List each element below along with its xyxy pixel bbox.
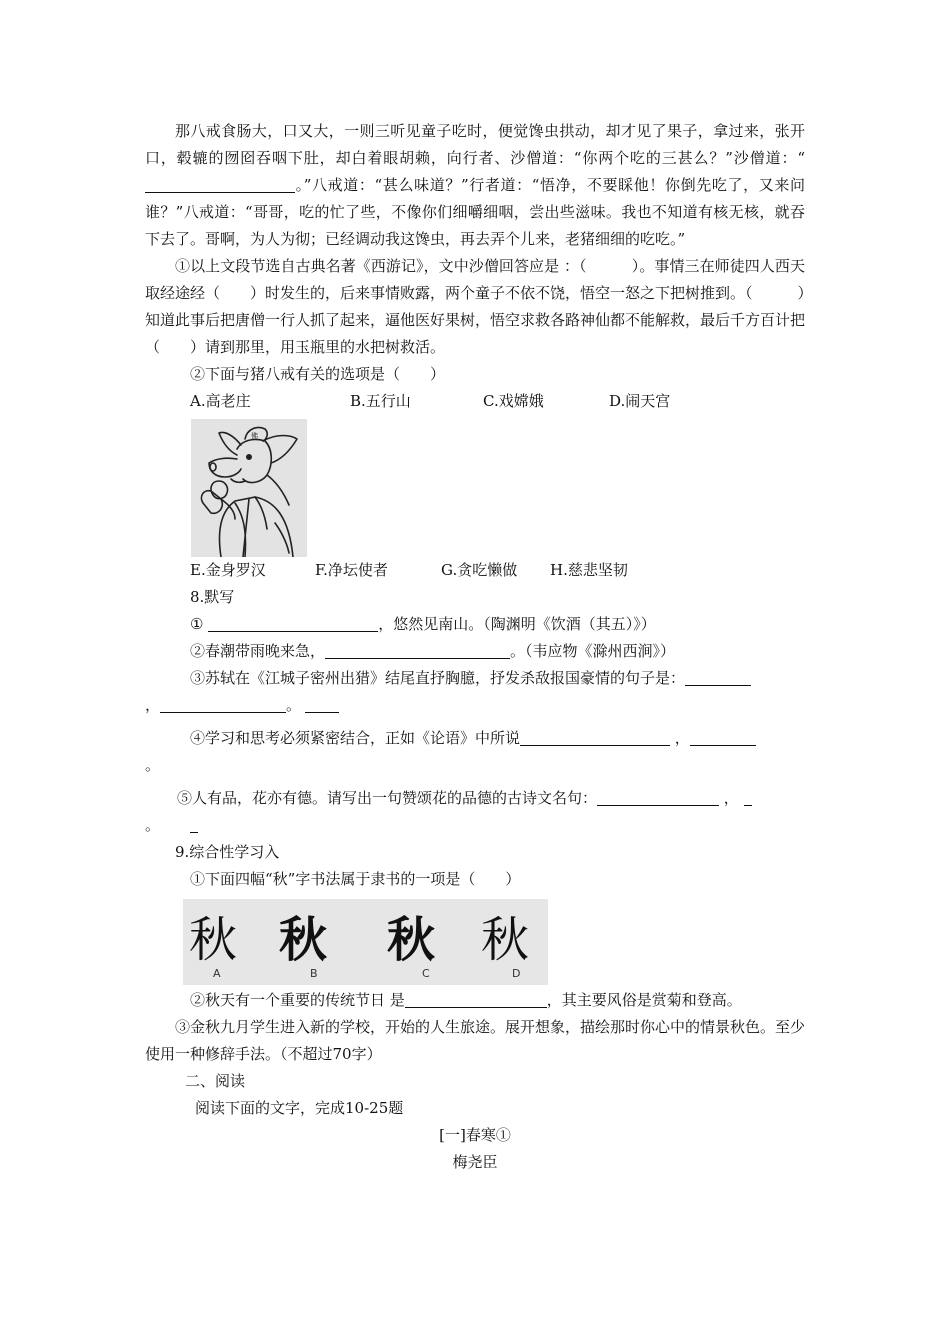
answer-blank [145, 176, 295, 193]
dictation-2-text: ②春潮带雨晚来急， [190, 642, 326, 660]
dictation-3-blank-1 [685, 669, 751, 686]
label-d: D [512, 967, 521, 980]
dictation-3-comma: ， [145, 696, 161, 714]
section-9-q1: ①下面四幅“秋”字书法属于隶书的一项是（ ） [190, 870, 521, 888]
festival-blank [405, 991, 547, 1008]
section-9-q3: ③金秋九月学生进入新的学校，开始的人生旅途。展开想象，描绘那时你心中的情景秋色。至少使用一种修辞手法。（不超过70字） [145, 1018, 806, 1063]
option-d: D.闹天宫 [609, 392, 671, 410]
dictation-5-period: 。 [145, 816, 161, 834]
dictation-1-num: ① [190, 615, 204, 633]
char-d: 秋 [481, 912, 530, 968]
dictation-5-end [145, 812, 805, 839]
option-f: F.净坛使者 [315, 561, 388, 579]
label-a: A [213, 967, 221, 980]
dictation-4 [145, 725, 805, 752]
dictation-5-text: ⑤人有品，花亦有德。请写出一句赞颂花的品德的古诗文名句： [177, 789, 598, 807]
dictation-1-text: ，悠然见南山。（陶渊明《饮酒（其五）》） [378, 615, 656, 633]
section-8-title: 8.默写 [190, 588, 235, 606]
options-row-2 [145, 557, 805, 584]
section-9-q2-tail: ，其主要风俗是赏菊和登高。 [546, 991, 742, 1009]
pigsy-illustration [191, 419, 307, 557]
pig-cartoon-icon [191, 419, 307, 557]
dictation-3-text: ③苏轼在《江城子密州出猎》结尾直抒胸臆，抒发杀敌报国豪情的句子是： [190, 669, 686, 687]
section-9-title: 9.综合性学习入 [175, 843, 280, 861]
option-c: C.戏嫦娥 [483, 392, 544, 410]
svg-text:佛: 佛 [251, 432, 258, 440]
question-1: ①以上文段节选自古典名著《西游记》，文中沙僧回答应是 ：（ ）。事情三在师徒四人西天取经途经（ ）时发生的，后来事情败露，两个童子不依不饶，悟空一怒之下把树推到。（ ）知道此事后把唐僧一行人抓了起来，逼他医好果树，悟空求救各路神仙都不能解救，最后千方百计把（ ）请到那里，用玉瓶里的水把树救活。 [145, 257, 806, 356]
option-a: A.高老庄 [190, 392, 251, 410]
dictation-5-blank-2 [744, 789, 752, 806]
dictation-3-blank-2 [160, 696, 286, 713]
char-c: 秋 [387, 912, 436, 968]
reading-heading: 二、阅读 [185, 1072, 246, 1090]
dictation-5-comma: ， [723, 789, 739, 807]
label-c: C [422, 967, 430, 980]
dictation-3 [145, 665, 805, 692]
options-row-1 [145, 388, 805, 415]
dictation-2-tail: 。（韦应物《滁州西涧》） [510, 642, 676, 660]
dictation-3-cont [145, 692, 805, 719]
reading-intro: 阅读下面的文字，完成10-25题 [195, 1099, 404, 1117]
option-h: H.慈悲坚韧 [550, 561, 628, 579]
dictation-5-blank-1 [597, 789, 719, 806]
dictation-2-blank [325, 642, 510, 659]
passage-text: 那八戒食肠大，口又大，一则三听见童子吃时，便觉馋虫拱动，却才见了果子，拿过来，张开口，毂辘的囫囵吞咽下肚，却白着眼胡赖，向行者、沙僧道：“你两个吃的三甚么？”沙僧道：“ [145, 122, 805, 167]
char-a: 秋 [189, 912, 234, 968]
dictation-1 [145, 611, 805, 638]
option-g: G.贪吃懒做 [441, 561, 518, 579]
dictation-4-comma: ， [674, 729, 690, 747]
option-b: B.五行山 [350, 392, 411, 410]
dictation-4-text: ④学习和思考必须紧密结合，正如《论语》中所说 [190, 729, 521, 747]
dictation-3-blank-3 [305, 696, 339, 713]
dictation-5-blank-3 [190, 816, 198, 833]
dictation-4-blank-2 [690, 729, 756, 746]
passage-paragraph [145, 118, 805, 253]
section-9-q2 [145, 987, 805, 1014]
dictation-4-blank-1 [520, 729, 670, 746]
dictation-3-end: 。 [286, 696, 302, 714]
dictation-4-end: 。 [145, 756, 161, 774]
option-e: E.金身罗汉 [190, 561, 266, 579]
dictation-1-blank [208, 615, 378, 632]
poem-title: [一]春寒① [439, 1126, 511, 1144]
char-b: 秋 [279, 912, 328, 968]
passage-text-2: 。”八戒道：“甚么味道？”行者道：“悟净，不要睬他！你倒先吃了，又来问谁？”八戒道：“哥哥，吃的忙了些，不像你们细嚼细咽，尝出些滋味。我也不知道有核无核，就吞下去了。哥啊，为人为彻；已经调动我这馋虫，再去弄个儿来，老猪细细的吃吃。” [145, 176, 805, 248]
document-page [145, 118, 805, 1176]
label-b: B [310, 967, 318, 980]
dictation-2 [145, 638, 805, 665]
poem-author: 梅尧臣 [452, 1153, 498, 1171]
section-9-q2-text: ②秋天有一个重要的传统节日 是 [190, 991, 405, 1009]
question-2-stem: ②下面与猪八戒有关的选项是（ ） [190, 365, 446, 383]
calligraphy-image [183, 899, 548, 985]
dictation-5 [145, 785, 805, 812]
